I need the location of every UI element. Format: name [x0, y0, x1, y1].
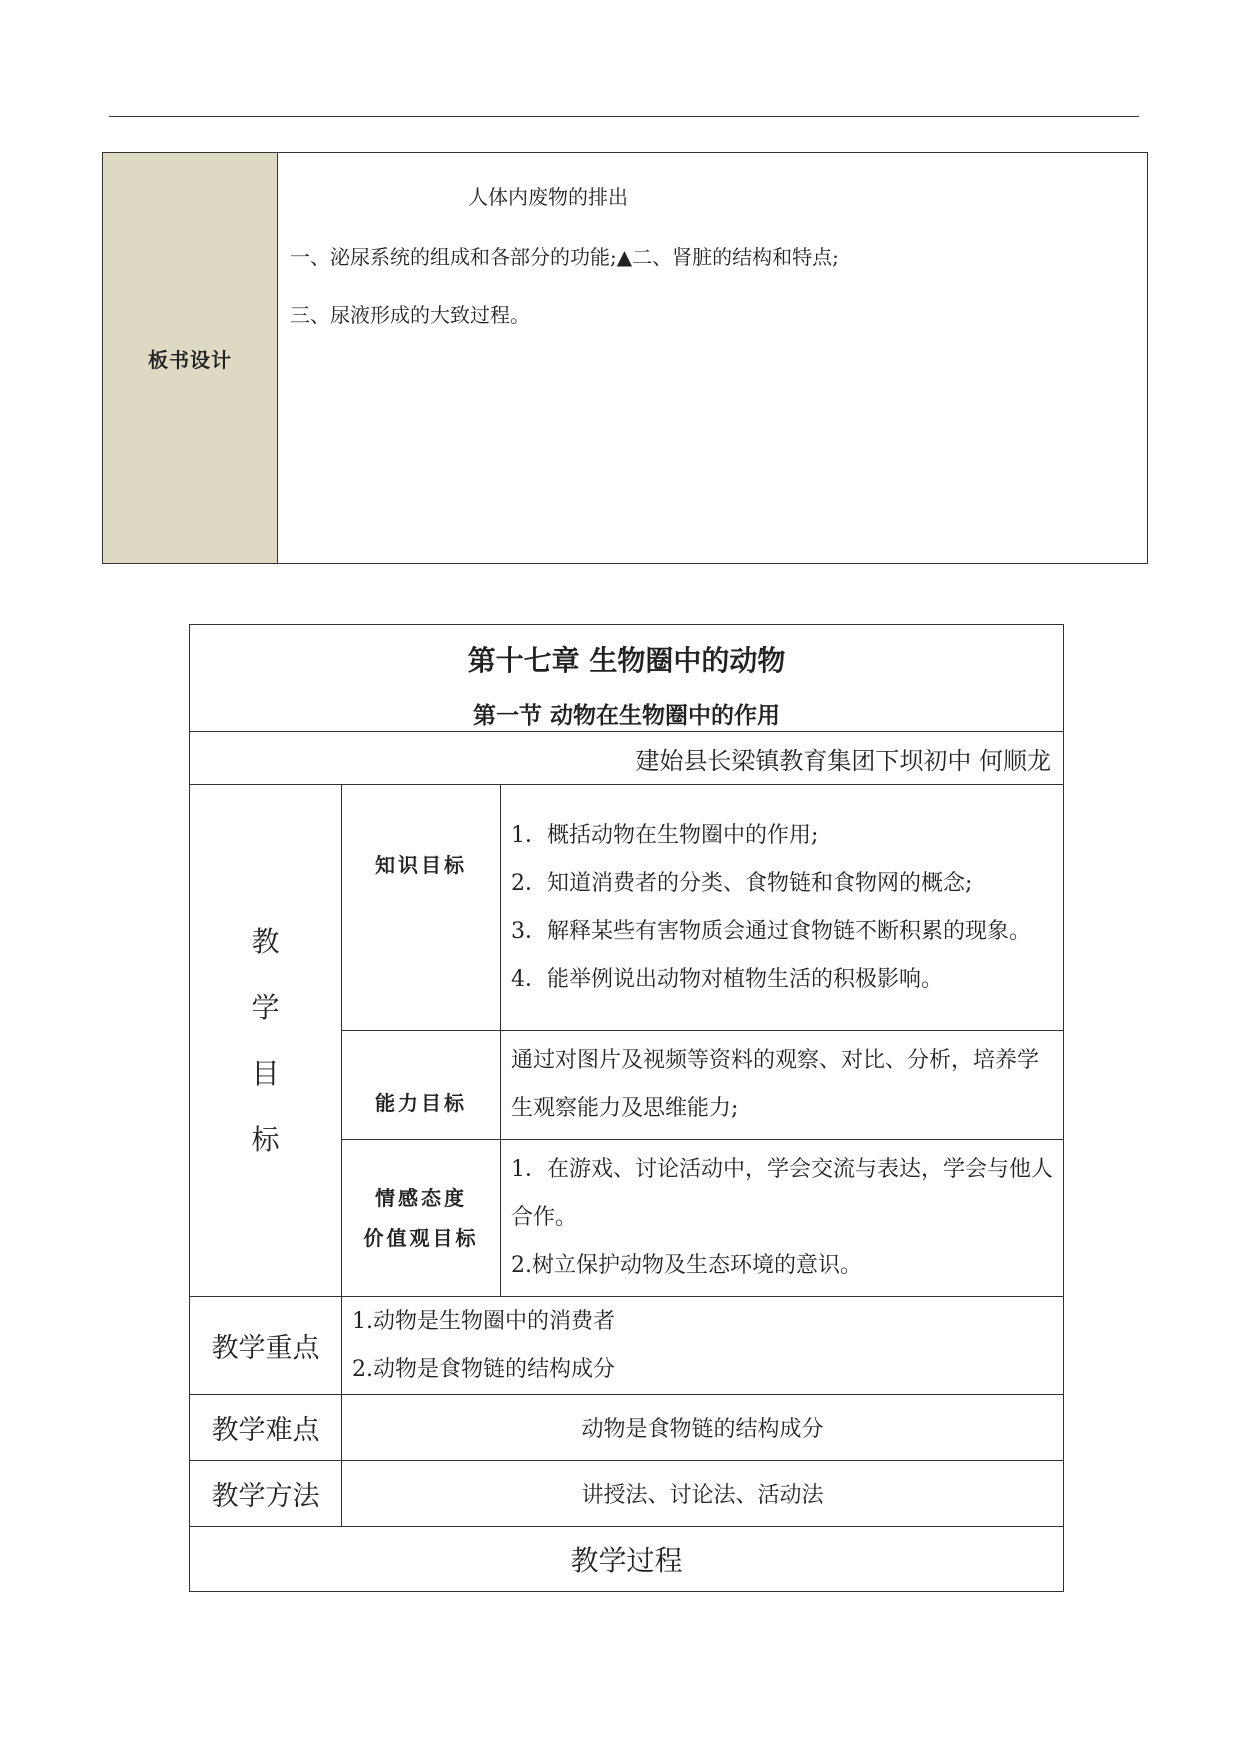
key-point-item: 2.动物是食物链的结构成分	[352, 1356, 615, 1382]
method-text: 讲授法、讨论法、活动法	[581, 1483, 824, 1508]
author-line: 建始县长梁镇教育集团下坝初中 何顺龙	[635, 746, 1052, 775]
difficulty-text: 动物是食物链的结构成分	[581, 1417, 824, 1442]
difficulty-content	[342, 1395, 1064, 1461]
knowledge-goal-item: 4．能举例说出动物对植物生活的积极影响。	[511, 966, 943, 992]
board-design-table	[102, 152, 1148, 564]
key-points-label-cell	[190, 1297, 342, 1395]
goals-heading-char: 学	[251, 990, 280, 1024]
emotion-goal-label-line: 情感态度	[375, 1186, 467, 1210]
teaching-process-label: 教学过程	[570, 1544, 683, 1577]
ability-goal-label-cell	[342, 1031, 501, 1140]
board-design-line-2: 三、尿液形成的大致过程。	[290, 303, 530, 327]
emotion-goal-content	[501, 1140, 1064, 1297]
knowledge-goal-item: 2．知道消费者的分类、食物链和食物网的概念;	[511, 870, 973, 896]
board-design-label-cell	[103, 153, 278, 563]
board-design-label: 板书设计	[148, 347, 232, 372]
knowledge-goal-item: 1．概括动物在生物圈中的作用;	[511, 822, 819, 848]
lesson-plan-table	[189, 624, 1064, 1592]
goals-heading-char: 目	[251, 1056, 280, 1090]
difficulty-label-cell	[190, 1395, 342, 1461]
emotion-goal-label-cell	[342, 1140, 501, 1297]
ability-goal-label: 能力目标	[375, 1091, 467, 1115]
knowledge-goal-label: 知识目标	[375, 853, 467, 877]
chapter-title: 第十七章 生物圈中的动物	[467, 644, 786, 677]
knowledge-goal-label-cell	[342, 785, 501, 1031]
knowledge-goal-item: 3．解释某些有害物质会通过食物链不断积累的现象。	[511, 918, 1031, 944]
method-label: 教学方法	[211, 1481, 320, 1512]
ability-goal-text: 通过对图片及视频等资料的观察、对比、分析，培养学生观察能力及思维能力;	[511, 1048, 1040, 1121]
emotion-goal-label-line: 价值观目标	[363, 1226, 479, 1250]
board-design-line-1: 一、泌尿系统的组成和各部分的功能;▲二、肾脏的结构和特点;	[290, 245, 839, 269]
ability-goal-content	[501, 1031, 1064, 1140]
key-point-item: 1.动物是生物圈中的消费者	[352, 1308, 615, 1334]
board-design-title: 人体内废物的排出	[468, 185, 628, 209]
method-content	[342, 1461, 1064, 1527]
key-points-label: 教学重点	[211, 1333, 320, 1364]
difficulty-label: 教学难点	[211, 1415, 320, 1446]
emotion-goal-item: 1．在游戏、讨论活动中，学会交流与表达，学会与他人合作。	[511, 1157, 1053, 1230]
board-design-content	[278, 153, 1147, 563]
goals-heading-char: 标	[251, 1122, 280, 1156]
method-label-cell	[190, 1461, 342, 1527]
goals-heading-char: 教	[251, 924, 280, 958]
chapter-header-cell	[190, 625, 1064, 732]
teaching-goals-heading	[190, 785, 342, 1297]
key-points-content	[342, 1297, 1064, 1395]
teaching-process-cell	[190, 1527, 1064, 1592]
header-rule	[109, 116, 1139, 117]
author-cell	[190, 732, 1064, 785]
knowledge-goal-content	[501, 785, 1064, 1031]
section-title: 第一节 动物在生物圈中的作用	[473, 703, 781, 729]
emotion-goal-item: 2.树立保护动物及生态环境的意识。	[511, 1253, 862, 1278]
